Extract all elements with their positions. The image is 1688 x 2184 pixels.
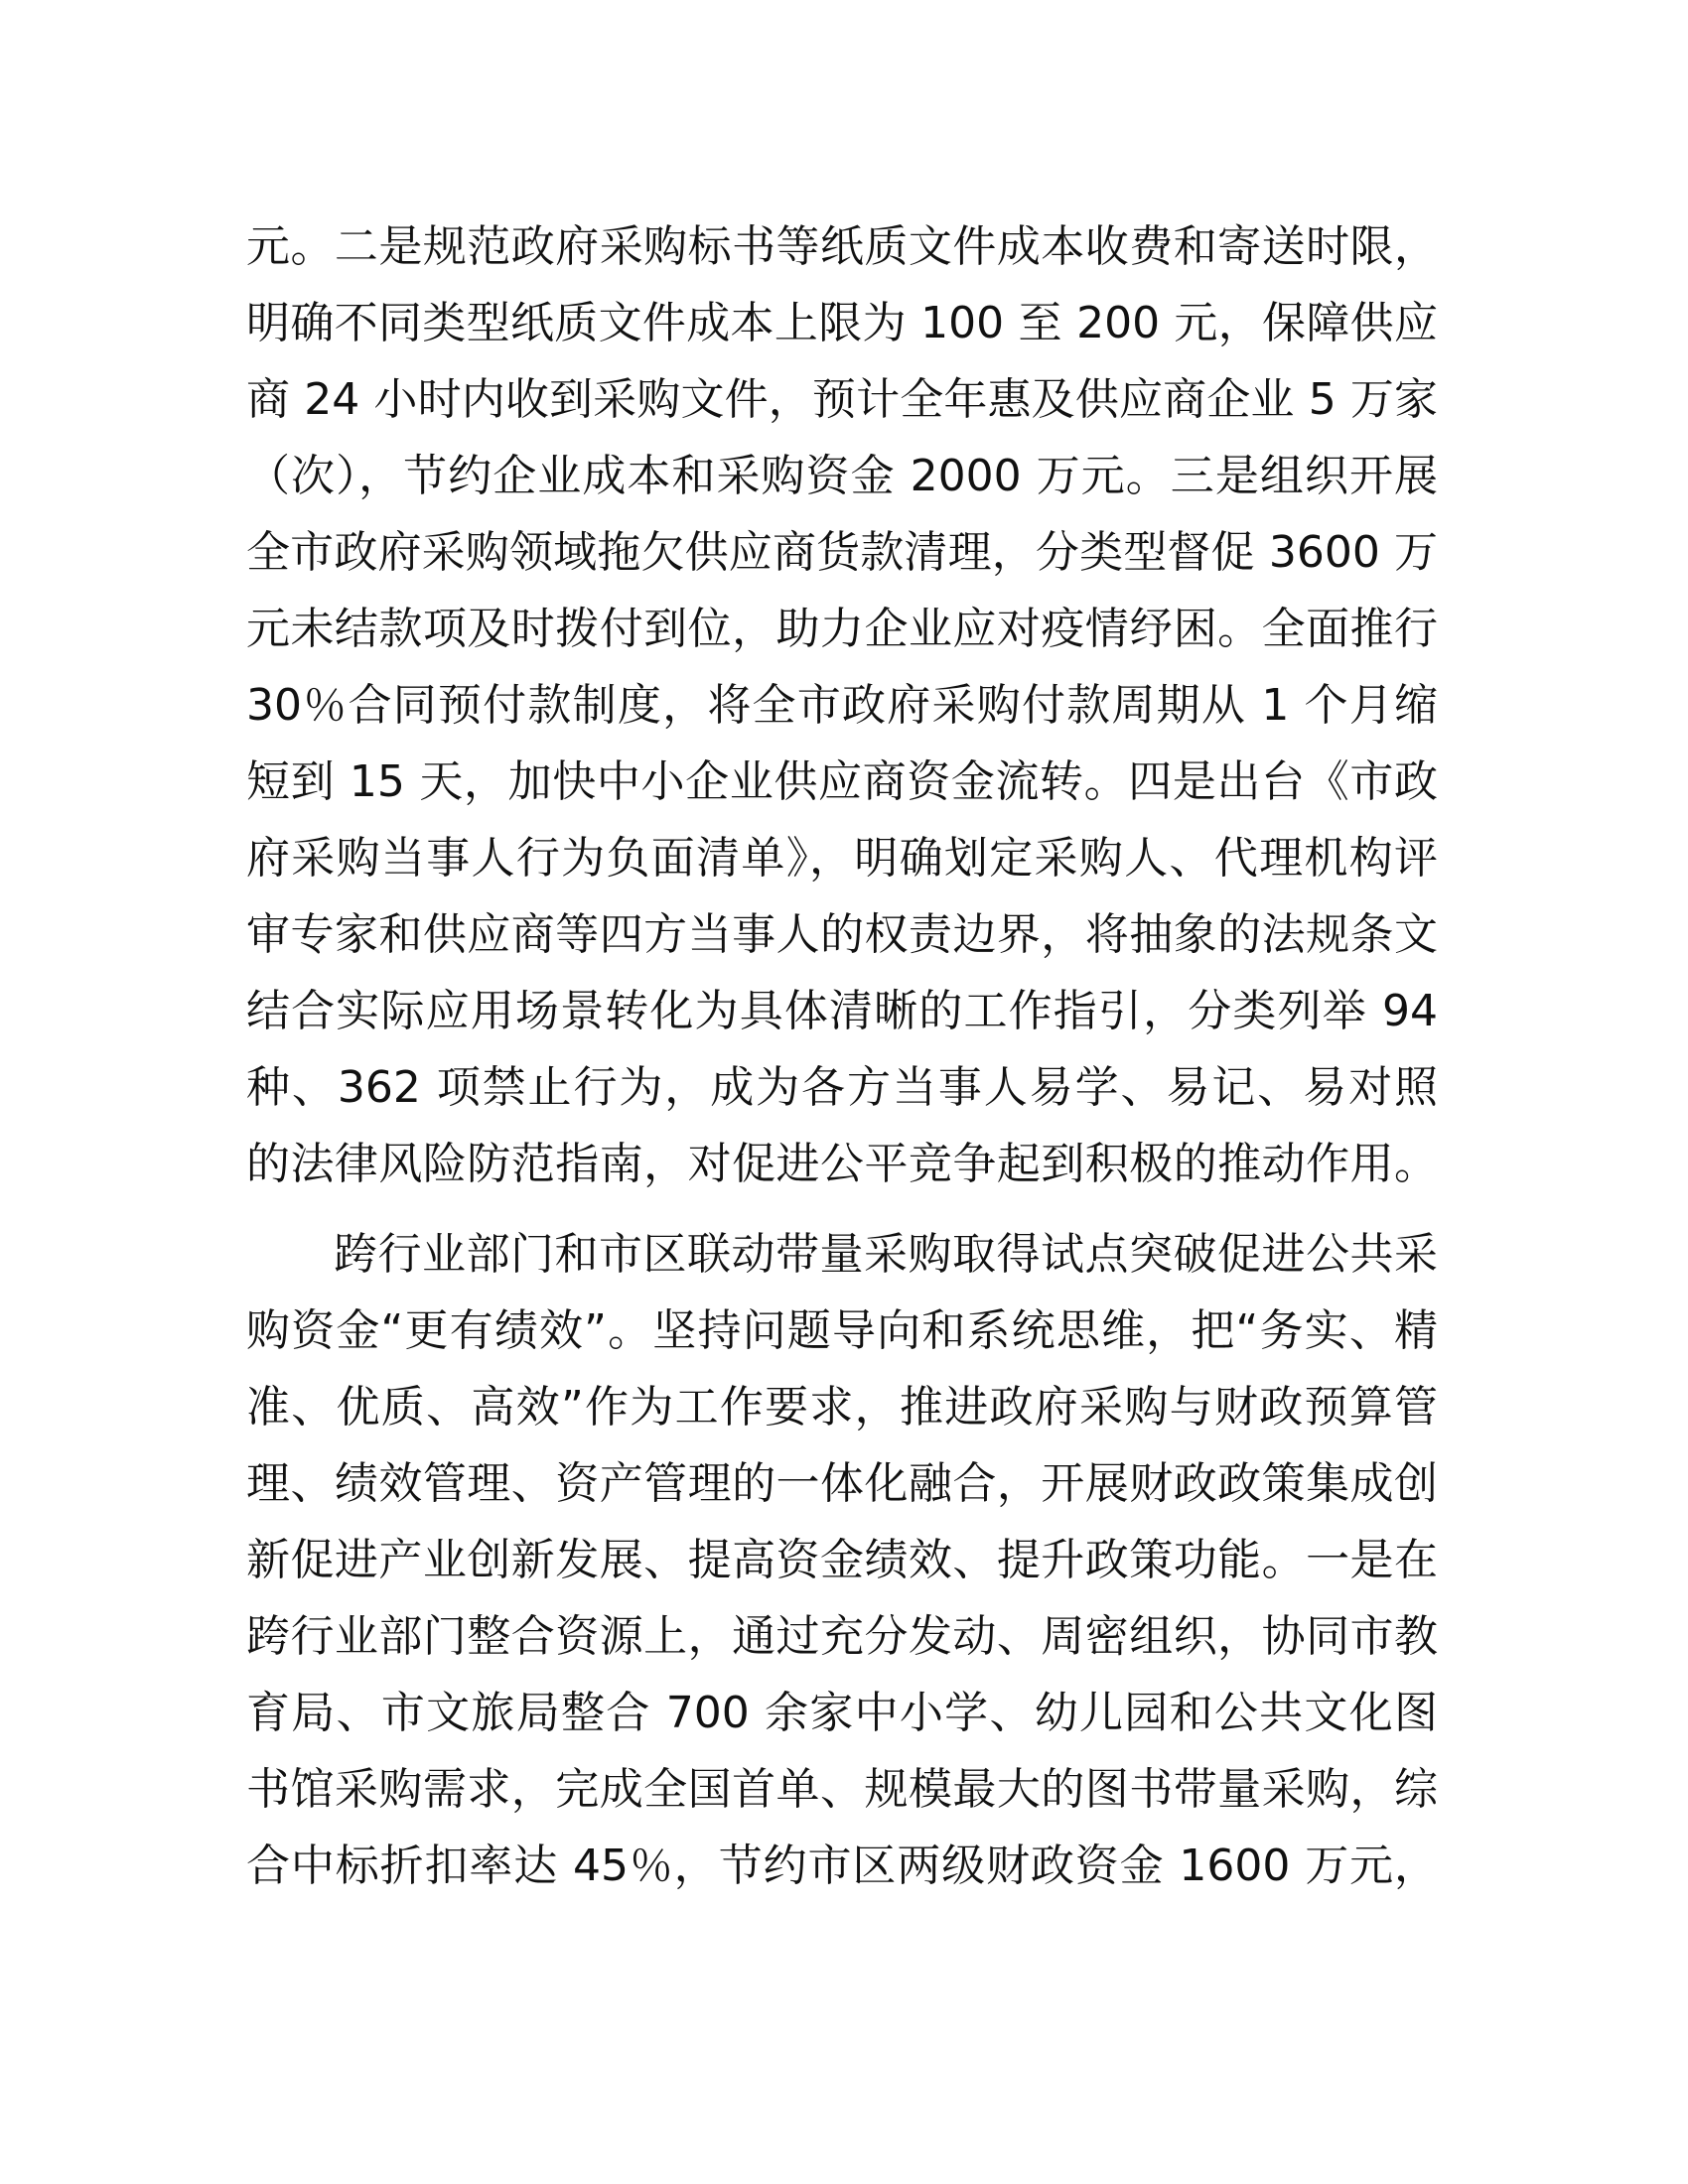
text-line: 合中标折扣率达 45％，节约市区两级财政资金 1600 万元， xyxy=(246,1841,1438,1891)
text-line: 跨行业部门和市区联动带量采购取得试点突破促进公共采 xyxy=(334,1229,1438,1280)
text-line: 短到 15 天，加快中小企业供应商资金流转。四是出台《市政 xyxy=(246,756,1438,807)
text-line: （次），节约企业成本和采购资金 2000 万元。三是组织开展 xyxy=(246,451,1438,501)
text-line: 明确不同类型纸质文件成本上限为 100 至 200 元，保障供应 xyxy=(246,298,1438,348)
text-line: 准、优质、高效”作为工作要求，推进政府采购与财政预算管 xyxy=(246,1382,1438,1433)
text-line: 理、绩效管理、资产管理的一体化融合，开展财政政策集成创 xyxy=(246,1458,1438,1509)
text-line: 元未结款项及时拨付到位，助力企业应对疫情纾困。全面推行 xyxy=(246,604,1438,654)
text-line: 结合实际应用场景转化为具体清晰的工作指引，分类列举 94 xyxy=(246,986,1438,1036)
text-line: 育局、市文旅局整合 700 余家中小学、幼儿园和公共文化图 xyxy=(246,1688,1438,1738)
text-line: 30％合同预付款制度，将全市政府采购付款周期从 1 个月缩 xyxy=(246,680,1438,731)
text-line: 全市政府采购领域拖欠供应商货款清理，分类型督促 3600 万 xyxy=(246,527,1438,578)
text-line: 元。二是规范政府采购标书等纸质文件成本收费和寄送时限， xyxy=(246,221,1438,272)
text-line: 新促进产业创新发展、提高资金绩效、提升政策功能。一是在 xyxy=(246,1535,1438,1585)
text-line: 府采购当事人行为负面清单》，明确划定采购人、代理机构评 xyxy=(246,833,1438,884)
paragraph-spacer xyxy=(246,1202,1438,1216)
document-page xyxy=(246,208,1438,1904)
text-line: 种、362 项禁止行为，成为各方当事人易学、易记、易对照 xyxy=(246,1062,1438,1113)
text-line: 跨行业部门整合资源上，通过充分发动、周密组织，协同市教 xyxy=(246,1611,1438,1662)
text-line: 的法律风险防范指南，对促进公平竞争起到积极的推动作用。 xyxy=(246,1139,1438,1189)
text-line: 审专家和供应商等四方当事人的权责边界，将抽象的法规条文 xyxy=(246,909,1438,960)
text-line: 商 24 小时内收到采购文件，预计全年惠及供应商企业 5 万家 xyxy=(246,374,1438,425)
text-line: 书馆采购需求，完成全国首单、规模最大的图书带量采购，综 xyxy=(246,1764,1438,1815)
paragraph-2 xyxy=(246,1216,1438,1904)
paragraph-1 xyxy=(246,208,1438,1202)
text-line: 购资金“更有绩效”。坚持问题导向和系统思维，把“务实、精 xyxy=(246,1305,1438,1356)
